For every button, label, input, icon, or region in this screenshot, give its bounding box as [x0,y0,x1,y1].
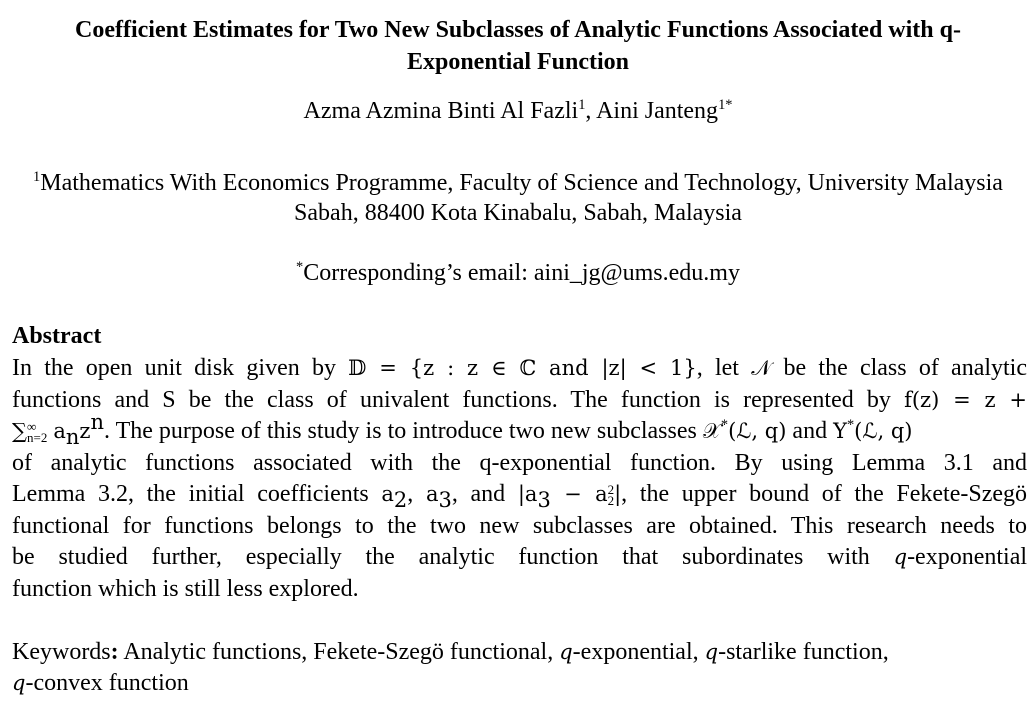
sum-lower: n=2 [27,430,48,446]
math-sub: 3 [537,487,551,512]
affiliation-text: Mathematics With Economics Programme, Faculty of Science and Technology, University Malaysia Sabah, 88400 Kota Kinabalu, Sabah, Malaysia [40,170,1003,226]
math-minus: − a [550,482,608,506]
abstract-line [12,574,1027,606]
email-mark: * [296,259,304,275]
sum-upper: ∞ [27,418,37,434]
abstract-text: of analytic functions associated with the q-exponential function. By using Lemma 3.1 and [12,449,1027,476]
math-sup: n [90,410,105,434]
abstract-text: functional for functions belongs to the two new subclasses are obtained. This research needs to [12,512,1027,539]
math-a3: a [425,482,439,506]
author-name: Aini Janteng [596,98,719,124]
math-sub: 2 [607,493,615,509]
math-function: f(z) = z + [904,387,1027,412]
abstract-text: . The purpose of this study is to introduce two new subclasses [104,418,697,444]
math-sum: ∑ [12,419,27,443]
math-sup: 2 [607,481,615,497]
keywords-label: Keywords [12,639,111,665]
math-a2: a [381,482,394,506]
math-series: a [53,419,66,443]
math-class-x: 𝒳 [702,419,721,443]
math-q: q [704,640,719,664]
abstract-text: functions and S be the class of univalent functions. The function is represented by [12,386,891,413]
math-sub: n [65,424,80,449]
keywords-line [12,668,1027,699]
author-mark: 1 [578,97,586,113]
keywords-colon: : [110,639,119,665]
abstract-heading: Abstract [12,323,102,349]
math-q: q [893,545,908,569]
math-disk: 𝔻 = {z : z ∈ ℂ and |z| < 1} [348,356,697,380]
keywords-text: -exponential, [572,639,705,665]
keywords-line [12,637,1027,668]
corresponding-email [0,258,1036,288]
abstract-text: , and [451,481,506,507]
math-class-y: Υ [833,419,847,443]
abstract-line [12,511,1027,543]
math-sum-limits [27,418,48,446]
abstract-text: be studied further, especially the analytic function that subordinates with [12,544,870,570]
abstract-line [12,385,1027,417]
math-sub: 3 [438,487,452,512]
math-args: (ℒ, q) [854,419,913,443]
author-name: Azma Azmina Binti Al Fazli [303,98,579,124]
math-fekete: |a [517,482,538,506]
abstract-text: , let [696,355,739,381]
abstract-line [12,410,1027,449]
abstract-line [12,448,1027,480]
affiliation [14,168,1022,228]
keywords-text: -convex function [25,670,189,696]
math-args: (ℒ, q) [728,419,787,443]
math-class-n: 𝒩 [751,356,772,380]
author-mark: 1* [718,97,733,113]
math-sub: 2 [393,487,408,512]
math-star: * [720,417,729,433]
keywords-text: -starlike function, [718,639,889,665]
math-q: q [559,640,573,664]
abstract-body [12,353,1027,605]
abstract-text: In the open unit disk given by [12,355,336,381]
abstract-line: Lemma 3.2, the initial coefficients $a_2$, $a_3$, and $|a_3 - a$ 2 2 |, the upper bound of the Fekete-Szegö [12,481,1027,512]
math-series-z: z [79,419,91,443]
abstract-text: , the upper bound of the Fekete-Szegö [621,481,1027,507]
abstract-line [12,542,1027,574]
email-text: Corresponding’s email: aini_jg@ums.edu.my [303,260,740,286]
abstract-text: and [792,418,828,444]
abstract-text: -exponential [907,544,1028,570]
keywords-text: Analytic functions, Fekete-Szegö functional, [118,639,560,665]
abstract-text: function which is still less explored. [12,575,359,602]
author-list [0,96,1036,126]
paper-title: Coefficient Estimates for Two New Subclasses of Analytic Functions Associated with q-Exponential Function [75,17,961,75]
math-q: q [12,671,26,695]
keywords [12,637,1027,699]
abstract-text: be the class of analytic [783,355,1027,381]
author-separator: , [585,98,597,124]
math-bar: | [614,482,622,506]
abstract-text: Lemma 3.2, the initial coefficients [12,481,369,507]
abstract-line [12,353,1027,385]
affiliation-mark: 1 [33,169,41,185]
math-star: * [846,417,855,433]
